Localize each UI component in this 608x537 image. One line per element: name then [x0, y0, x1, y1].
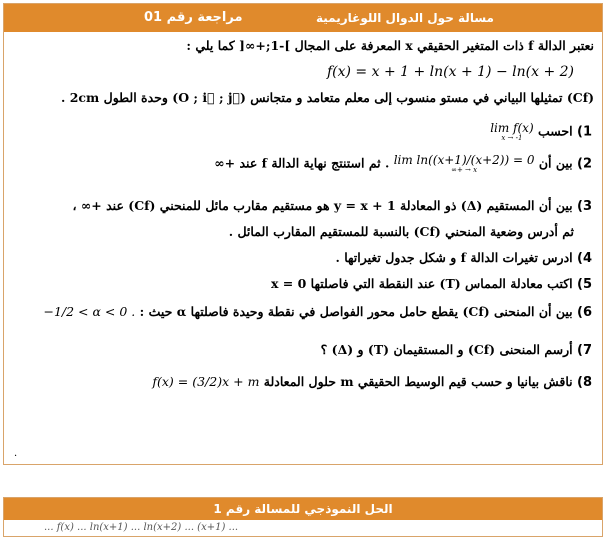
- exercise-title: مسالة حول الدوال اللوغاريمية: [316, 11, 494, 25]
- question-4: [336, 250, 593, 266]
- question-6-text: بين أن المنحنى (Cf) يقطع حامل محور الفواصل في نقطة وحيدة فاصلتها α حيث :: [139, 304, 573, 319]
- question-5-number: 5): [577, 277, 592, 292]
- exercise-banner: [4, 4, 602, 32]
- intro-text: نعتبر الدالة f ذات المتغير الحقيقي x المعرفة على المجال ]-1;+∞[ كما يلي :: [186, 38, 594, 53]
- question-8-number: 8): [577, 375, 592, 390]
- question-1-number: 1): [577, 124, 592, 140]
- question-1: [490, 122, 592, 142]
- question-6-math: −1/2 < α < 0 .: [43, 304, 136, 319]
- solution-banner: الحل النموذجي للمسالة رقم 1: [4, 498, 602, 520]
- question-7-number: 7): [577, 343, 592, 358]
- review-number: مراجعة رقم 01: [144, 10, 243, 25]
- question-2-number: 2): [577, 156, 592, 172]
- question-5-text: اكتب معادلة المماس (T) عند النقطة التي فاصلتها x = 0: [270, 276, 573, 291]
- solution-box: [3, 497, 603, 537]
- question-3: [73, 198, 593, 214]
- question-2-text-a: بين أن: [538, 155, 573, 171]
- question-1-limit: [490, 122, 533, 142]
- curve-line: [61, 90, 594, 105]
- question-2: [214, 154, 592, 174]
- intro-line: [186, 38, 594, 53]
- question-8: [152, 374, 592, 390]
- question-8-math: f(x) = (3/2)x + m: [152, 374, 260, 389]
- question-3b-text: ثم أدرس وضعية المنحني (Cf) بالنسبة للمستقيم المقارب المائل .: [228, 224, 574, 239]
- function-definition: [327, 64, 574, 80]
- curve-text: (Cf) تمثيلها البياني في مستو منسوب إلى معلم متعامد و متجانس (O ; i⃗ ; j⃗) وحدة الطول 2cm .: [61, 90, 594, 105]
- question-1-sub: x → -1: [501, 134, 523, 142]
- question-6: [43, 304, 592, 320]
- question-1-math: lim f(x): [490, 121, 534, 135]
- question-4-text: ادرس تغيرات الدالة f و شكل جدول تغيراتها .: [335, 250, 573, 265]
- exercise-box: [3, 3, 603, 465]
- question-3-text: بين أن المستقيم (Δ) ذو المعادلة y = x + 1 هو مستقيم مقارب مائل للمنحني (Cf) عند +∞ ،: [72, 198, 573, 213]
- question-7-text: أرسم المنحنى (Cf) و المستقيمان (T) و (Δ) ؟: [320, 342, 573, 357]
- question-2-math: lim ln((x+1)/(x+2)) = 0: [393, 153, 535, 167]
- stray-dot: ·: [14, 451, 18, 462]
- question-8-text: ناقش بيانيا و حسب قيم الوسيط الحقيقي m حلول المعادلة: [263, 374, 573, 389]
- question-3-number: 3): [577, 199, 592, 214]
- question-2-limit: [394, 154, 535, 174]
- question-2-text-b: . ثم استنتج نهاية الدالة f عند +∞: [214, 155, 390, 171]
- question-2-sub: x → +∞: [451, 166, 478, 174]
- definition-formula: f(x) = x + 1 + ln(x + 1) − ln(x + 2): [326, 64, 574, 80]
- question-7: [321, 342, 592, 358]
- solution-cutoff-text: ... f(x) ... ln(x+1) ... ln(x+2) ... (x+1) ...: [44, 522, 239, 533]
- question-5: [271, 276, 592, 292]
- question-3-continued: [229, 224, 574, 239]
- question-6-number: 6): [577, 305, 592, 320]
- question-1-text: احسب: [538, 123, 573, 139]
- question-4-number: 4): [577, 251, 592, 266]
